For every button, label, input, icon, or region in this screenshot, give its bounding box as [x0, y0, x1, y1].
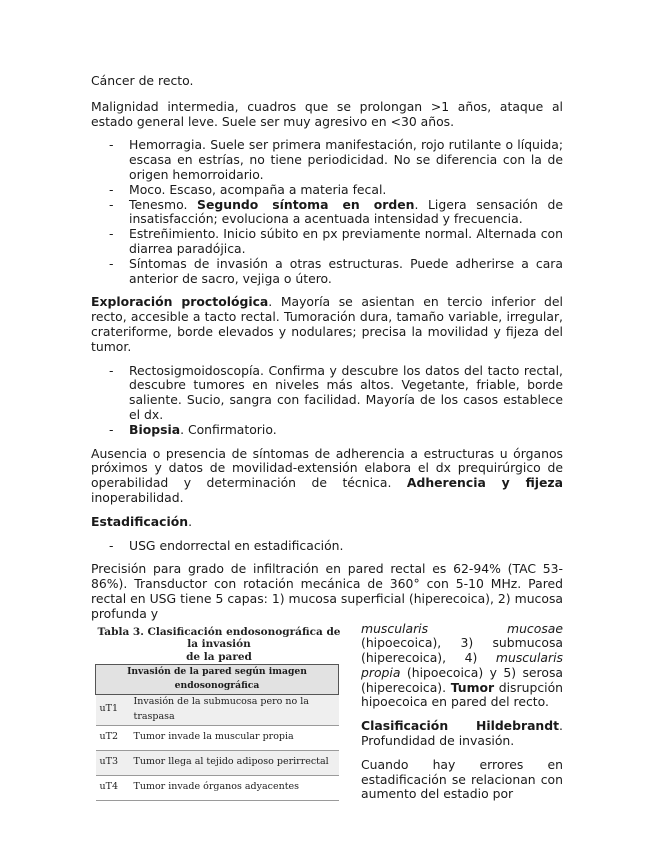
precision-paragraph: Precisión para grado de infiltración en pared rectal es 62-94% (TAC 53-86%). Transductor con rotación mecánica de 360° con 5-10 MHz. Pared rectal en USG tiene 5 capas: 1) mucosa superficial (hiperecoica), 2) mucosa profunda y — [91, 561, 563, 621]
capas-text-1: (hipoecoica), 3) submucosa (hiperecoica), 4) — [361, 635, 563, 666]
biopsia-label: Biopsia — [129, 421, 181, 437]
table-cell-code: uT1 — [96, 695, 130, 726]
exploracion-paragraph — [91, 295, 563, 354]
exploracion-list — [91, 364, 563, 438]
table-row — [96, 695, 339, 726]
list-item-biopsia — [129, 423, 563, 438]
table-cell-desc: Tumor llega al tejido adiposo perirrectal — [130, 750, 339, 775]
exploracion-heading: Exploración proctológica — [91, 294, 269, 310]
list-item-moco: - Moco. Escaso, acompaña a materia fecal. — [129, 183, 563, 198]
tenesmo-label: Tenesmo. — [129, 196, 198, 212]
muscularis-propia: muscularis propia — [361, 650, 563, 680]
document-body — [91, 74, 563, 811]
classification-table-figure — [91, 622, 353, 798]
table-cell-code: uT2 — [96, 725, 130, 750]
table-row — [96, 725, 339, 750]
estadificacion-label: Estadificación — [91, 513, 189, 529]
errores-paragraph: Cuando hay errores en estadificación se relacionan con aumento del estadio por — [361, 756, 563, 802]
ausencia-end: inoperabilidad. — [91, 489, 184, 505]
table-cell-desc: Tumor invade la muscular propia — [130, 725, 339, 750]
tenesmo-detail: . Ligera sensación de insatisfacción; evoluciona a acentuada intensidad y frecuencia. — [129, 196, 563, 227]
table-cell-desc: Tumor invade órganos adyacentes — [130, 775, 339, 800]
estadificacion-period: . — [188, 513, 193, 529]
exploracion-text: . Mayoría se asientan en tercio inferior del recto, accesible a tacto rectal. Tumoración dura, tamaño variable, irregular, crateriforme, borde elevados y nodulares; precisa la movilidad y fijeza del tumor. — [91, 294, 563, 354]
list-item-estrenimiento: - Estreñimiento. Inicio súbito en px previamente normal. Alternada con diarrea paradójica. — [129, 227, 563, 257]
adherencia-emphasis: Adherencia y fijeza — [406, 475, 563, 491]
table-header: Invasión de la pared según imagen endosonográfica — [96, 664, 339, 695]
section-title: Cáncer de recto. — [91, 73, 194, 88]
capas-text-3: disrupción hipoecoica en pared del recto. — [361, 679, 563, 710]
table-caption-line2: de la pared — [186, 650, 252, 663]
intro-paragraph: Malignidad intermedia, cuadros que se prolongan >1 años, ataque al estado general leve. Suele ser muy agresivo en <30 años. — [91, 98, 563, 129]
table-caption-line1: Tabla 3. Clasificación endosonográfica de la invasión — [97, 625, 341, 650]
capas-paragraph — [361, 622, 563, 711]
ausencia-paragraph — [91, 447, 563, 506]
hildebrandt-paragraph — [361, 719, 563, 749]
biopsia-detail: . Confirmatorio. — [180, 421, 277, 437]
table-row — [96, 775, 339, 800]
list-item-tenesmo — [129, 198, 563, 228]
right-column-text — [361, 622, 563, 812]
table-cell-desc: Invasión de la submucosa pero no la traspasa — [130, 695, 339, 726]
list-item-usg: - USG endorrectal en estadificación. — [129, 539, 563, 554]
table-caption — [95, 626, 343, 664]
list-item-rectosigmoidoscopia: - Rectosigmoidoscopía. Confirma y descubre los datos del tacto rectal, descubre tumores en niveles más altos. Vegetante, friable, borde saliente. Sucio, sangra con facilidad. Mayoría de los casos establece el dx. — [129, 364, 563, 423]
classification-table — [95, 664, 339, 801]
hildebrandt-text: . Profundidad de invasión. — [361, 718, 563, 749]
symptom-list — [91, 138, 563, 286]
list-item-invasion: - Síntomas de invasión a otras estructuras. Puede adherirse a cara anterior de sacro, vejiga o útero. — [129, 257, 563, 287]
muscularis-mucosae: muscularis mucosae — [361, 621, 563, 636]
table-cell-code: uT3 — [96, 750, 130, 775]
hildebrandt-label: Clasificación Hildebrandt — [361, 718, 560, 734]
table-cell-code: uT4 — [96, 775, 130, 800]
list-item-hemorragia: - Hemorragia. Suele ser primera manifestación, rojo rutilante o líquida; escasa en estrías, no tiene periodicidad. No se diferencia con la de origen hemorroidario. — [129, 138, 563, 182]
capas-text-2: (hipoecoica) y 5) serosa (hiperecoica). — [361, 664, 563, 695]
tenesmo-emphasis: Segundo síntoma en orden — [197, 196, 415, 212]
table-row — [96, 750, 339, 775]
estadificacion-heading — [91, 515, 563, 530]
tumor-emphasis: Tumor — [450, 679, 495, 695]
ausencia-text: Ausencia o presencia de síntomas de adherencia a estructuras u órganos próximos y datos de movilidad-extensión elabora el dx prequirúrgico de operabilidad y determinación de técnica. — [91, 445, 563, 491]
estadificacion-list — [91, 539, 563, 554]
